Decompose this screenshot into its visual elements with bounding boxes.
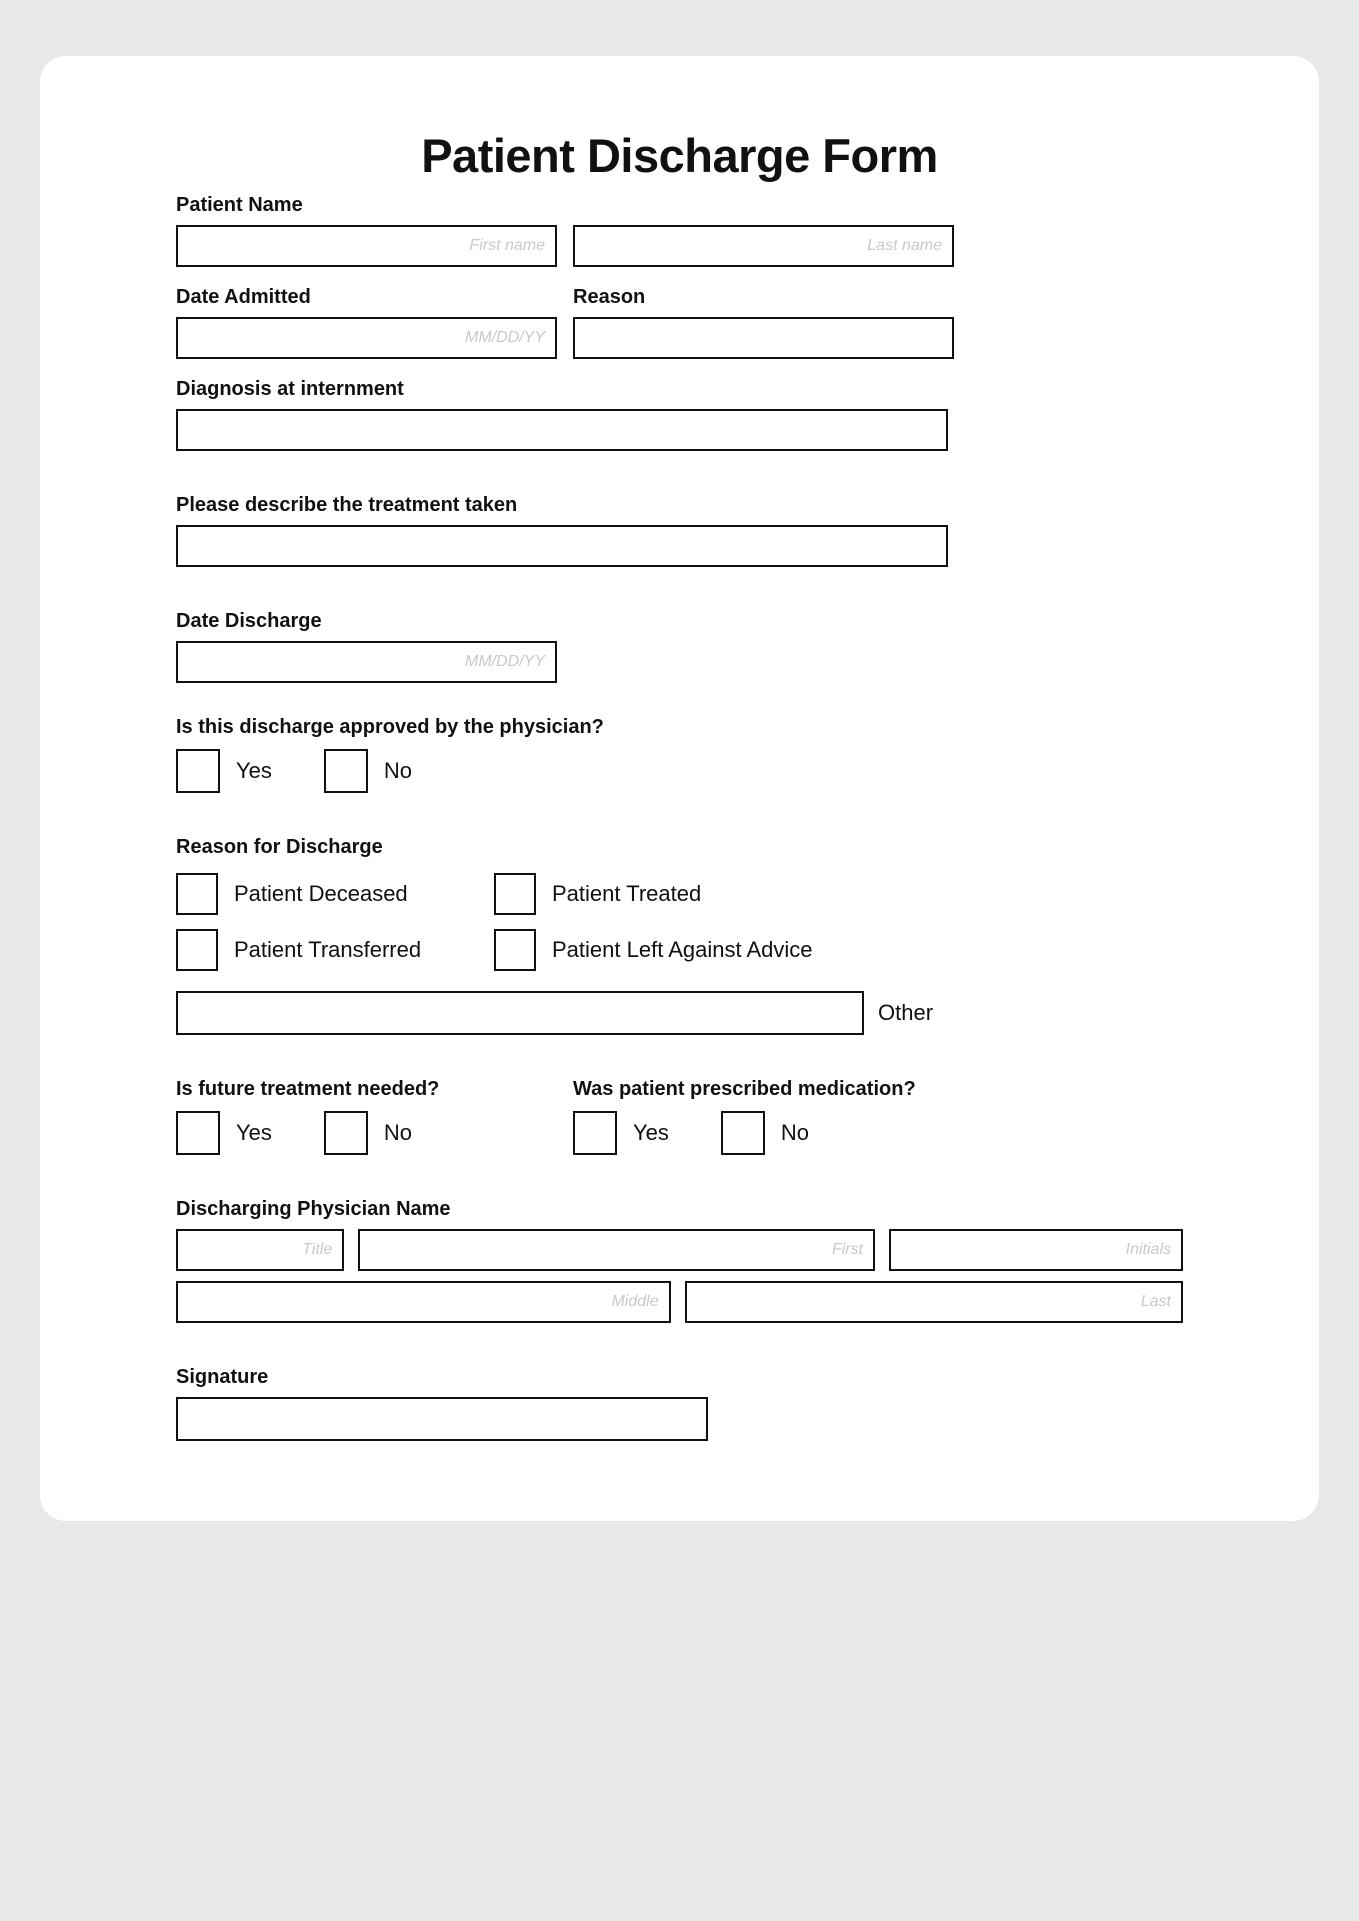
physician-title-field[interactable]: [176, 1229, 344, 1271]
prescribed-medication-no-label: No: [780, 1120, 810, 1145]
reason-other-field[interactable]: [176, 991, 864, 1035]
physician-first-field[interactable]: [358, 1229, 875, 1271]
reason-left-against-advice-label: Patient Left Against Advice: [552, 937, 813, 962]
reason-option-transferred[interactable]: [176, 929, 494, 971]
future-treatment-group: [176, 1077, 557, 1155]
reason-option-treated[interactable]: [494, 873, 701, 915]
reason-field[interactable]: [573, 317, 954, 359]
future-treatment-options: [176, 1111, 557, 1155]
prescribed-medication-yes-label: Yes: [633, 1120, 669, 1145]
physician-middle-field[interactable]: [176, 1281, 671, 1323]
physician-initials-placeholder: Initials: [1125, 1241, 1171, 1258]
reason-deceased-label: Patient Deceased: [234, 881, 408, 906]
physician-last-placeholder: Last: [1140, 1293, 1171, 1310]
approved-no-checkbox[interactable]: [324, 749, 368, 793]
last-name-placeholder: Last name: [867, 237, 942, 254]
reason-option-left-against-advice[interactable]: [494, 929, 813, 971]
treatment-section: [176, 493, 1183, 567]
prescribed-medication-yes-checkbox[interactable]: [573, 1111, 617, 1155]
reason-group: [573, 285, 954, 359]
prescribed-medication-options: [573, 1111, 954, 1155]
approved-yes-checkbox[interactable]: [176, 749, 220, 793]
form-body: [40, 56, 1319, 1441]
page-title: Patient Discharge Form: [421, 129, 938, 182]
prescribed-medication-group: [573, 1077, 954, 1155]
prescribed-medication-label: Was patient prescribed medication?: [573, 1078, 916, 1100]
date-discharge-section: [176, 609, 1183, 683]
treatment-label: Please describe the treatment taken: [176, 494, 518, 516]
future-treatment-yes-label: Yes: [236, 1120, 272, 1145]
physician-last-field[interactable]: [685, 1281, 1183, 1323]
approved-no-label: No: [383, 758, 413, 783]
future-treatment-label: Is future treatment needed?: [176, 1078, 440, 1100]
reason-deceased-checkbox[interactable]: [176, 873, 218, 915]
date-discharge-field[interactable]: [176, 641, 557, 683]
physician-first-placeholder: First: [831, 1241, 864, 1258]
patient-name-section: [176, 193, 1183, 267]
reason-row-2: [176, 929, 1183, 971]
reason-label: Reason: [573, 286, 646, 308]
approved-yes-label: Yes: [236, 758, 272, 783]
diagnosis-section: [176, 377, 1183, 451]
signature-field[interactable]: [176, 1397, 708, 1441]
signature-label: Signature: [176, 1366, 269, 1388]
reason-transferred-checkbox[interactable]: [176, 929, 218, 971]
form-page: [40, 56, 1319, 1521]
patient-name-row: [176, 225, 1183, 267]
prescribed-medication-no-checkbox[interactable]: [721, 1111, 765, 1155]
physician-name-section: [176, 1197, 1183, 1323]
physician-name-label: Discharging Physician Name: [176, 1198, 451, 1220]
date-admitted-field[interactable]: [176, 317, 557, 359]
treatment-medication-section: [176, 1077, 1183, 1155]
admitted-reason-section: [176, 285, 1183, 359]
future-treatment-no-checkbox[interactable]: [324, 1111, 368, 1155]
approved-section: [176, 715, 1183, 793]
future-treatment-no-label: No: [383, 1120, 413, 1145]
patient-name-label: Patient Name: [176, 194, 303, 216]
reason-transferred-label: Patient Transferred: [234, 937, 422, 962]
physician-name-row-1: [176, 1229, 1183, 1271]
diagnosis-label: Diagnosis at internment: [176, 378, 404, 400]
date-admitted-placeholder: MM/DD/YY: [465, 329, 545, 346]
approved-label: Is this discharge approved by the physician?: [176, 716, 604, 738]
reason-for-discharge-section: [176, 835, 1183, 1035]
date-discharge-placeholder: MM/DD/YY: [465, 653, 545, 670]
reason-other-row: [176, 991, 1183, 1035]
first-name-placeholder: First name: [469, 237, 545, 254]
reason-row-1: [176, 873, 1183, 915]
physician-title-placeholder: Title: [302, 1241, 333, 1258]
physician-name-row-2: [176, 1281, 1183, 1323]
treatment-field[interactable]: [176, 525, 948, 567]
first-name-field[interactable]: [176, 225, 557, 267]
reason-left-against-advice-checkbox[interactable]: [494, 929, 536, 971]
date-admitted-label: Date Admitted: [176, 286, 311, 308]
physician-middle-placeholder: Middle: [611, 1293, 659, 1310]
diagnosis-field[interactable]: [176, 409, 948, 451]
reason-other-label: Other: [878, 1000, 934, 1025]
approved-options: [176, 749, 1183, 793]
reason-treated-checkbox[interactable]: [494, 873, 536, 915]
date-discharge-label: Date Discharge: [176, 610, 322, 632]
date-admitted-group: [176, 285, 557, 359]
signature-section: [176, 1365, 1183, 1441]
reason-treated-label: Patient Treated: [552, 881, 702, 906]
future-treatment-yes-checkbox[interactable]: [176, 1111, 220, 1155]
reason-option-deceased[interactable]: [176, 873, 494, 915]
physician-initials-field[interactable]: [889, 1229, 1183, 1271]
last-name-field[interactable]: [573, 225, 954, 267]
reason-for-discharge-label: Reason for Discharge: [176, 836, 383, 858]
